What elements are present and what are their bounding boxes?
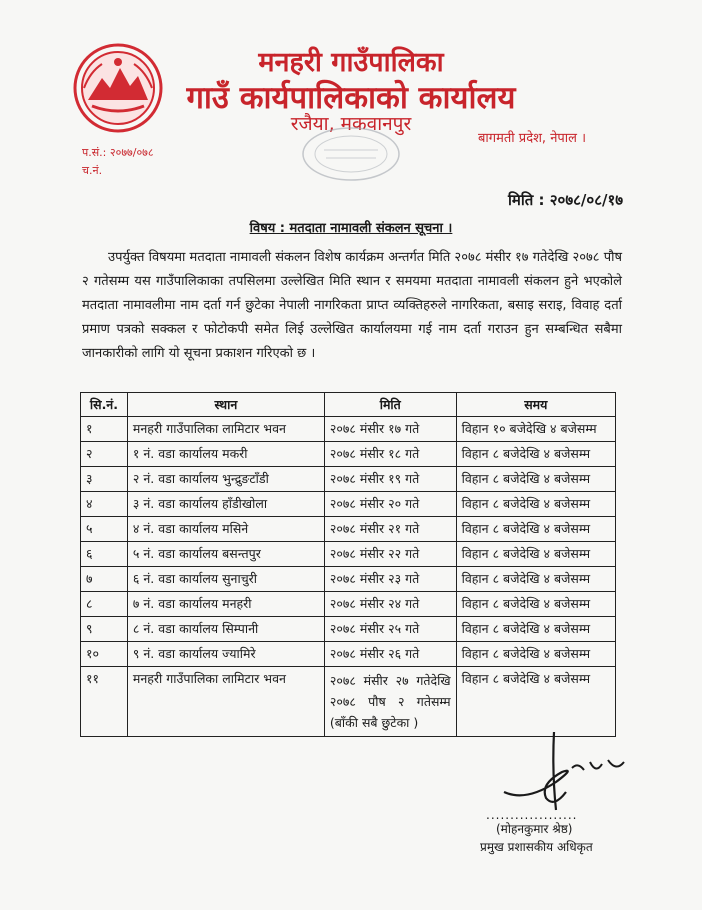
notice-body: उपर्युक्त विषयमा मतदाता नामावली संकलन विशेष कार्यक्रम अन्तर्गत मिति २०७८ मंसीर १७ गतेदेखि २०७८ पौष २ गतेसम्म यस गाउँपालिकाका तपसिलमा उल्लेखित मिति स्थान र समयमा मतदाता नामावली संकलन हुने भएकोले मतदाता नामावलीमा नाम दर्ता गर्न छुटेका नेपाली नागरिकता प्राप्त व्यक्तिहरुले नागरिकता, बसाइ सराइ, विवाह दर्ता प्रमाण पत्रको सक्कल र फोटोकपी समेत लिई उल्लेखित कार्यालयमा गई नाम दर्ता गराउन हुन सम्बन्धित सबैमा जानकारीको लागि यो सूचना प्रकाशन गरिएको छ । (82, 250, 622, 361)
cell-serial: ३ (81, 467, 128, 492)
signer-title: प्रमुख प्रशासकीय अधिकृत (480, 840, 593, 854)
cell-time: विहान ८ बजेदेखि ४ बजेसम्म (456, 442, 615, 467)
cell-serial: ११ (81, 667, 128, 737)
table-row (81, 417, 616, 442)
subject-text: विषय : मतदाता नामावली संकलन सूचना । (249, 221, 453, 236)
cell-time: विहान ८ बजेदेखि ४ बजेसम्म (456, 517, 615, 542)
cell-date: २०७८ मंसीर २३ गते (324, 567, 456, 592)
cell-place: ३ नं. वडा कार्यालय हाँडीखोला (127, 492, 324, 517)
office-stamp (296, 122, 406, 186)
cell-time: विहान ८ बजेदेखि ४ बजेसम्म (456, 567, 615, 592)
cell-time: विहान ८ बजेदेखि ४ बजेसम्म (456, 642, 615, 667)
header-time: समय (456, 393, 615, 417)
subject-line (0, 218, 702, 236)
cell-date: २०७८ मंसीर २४ गते (324, 592, 456, 617)
cell-place: मनहरी गाउँपालिका लामिटार भवन (127, 667, 324, 737)
office-location: रजैया, मकवानपुर (290, 113, 412, 135)
office-title: गाउँ कार्यपालिकाको कार्यालय (186, 80, 516, 116)
cell-place: ४ नं. वडा कार्यालय मसिने (127, 517, 324, 542)
cell-date: २०७८ मंसीर १८ गते (324, 442, 456, 467)
notice-date: मिति : २०७८/०८/१७ (508, 191, 624, 209)
cell-serial: १० (81, 642, 128, 667)
cell-serial: ५ (81, 517, 128, 542)
cell-serial: ७ (81, 567, 128, 592)
cell-serial: ४ (81, 492, 128, 517)
header-place: स्थान (127, 393, 324, 417)
signer-name: (मोहनकुमार श्रेष्ठ) (496, 822, 573, 836)
cell-date: २०७८ मंसीर २१ गते (324, 517, 456, 542)
cell-place: ९ नं. वडा कार्यालय ज्यामिरे (127, 642, 324, 667)
table-row (81, 442, 616, 467)
table-row (81, 617, 616, 642)
cell-date: २०७८ मंसीर २२ गते (324, 542, 456, 567)
header-serial: सि.नं. (81, 393, 128, 417)
cell-time: विहान १० बजेदेखि ४ बजेसम्म (456, 417, 615, 442)
reference-block (82, 144, 154, 180)
schedule-table (80, 392, 616, 737)
cell-serial: १ (81, 417, 128, 442)
cell-date: २०७८ मंसीर २५ गते (324, 617, 456, 642)
cell-place: मनहरी गाउँपालिका लामिटार भवन (127, 417, 324, 442)
cell-time: विहान ८ बजेदेखि ४ बजेसम्म (456, 467, 615, 492)
cell-date: २०७८ मंसीर २७ गतेदेखि २०७८ पौष २ गतेसम्म (बाँकी सबै छुटेका ) (324, 667, 456, 737)
cell-serial: २ (81, 442, 128, 467)
province-label: बागमती प्रदेश, नेपाल । (478, 131, 587, 146)
reference-number: प.सं.: २०७७/०७८ (82, 146, 154, 159)
cell-place: ८ नं. वडा कार्यालय सिम्पानी (127, 617, 324, 642)
table-header-row (81, 393, 616, 417)
table-row (81, 467, 616, 492)
cell-time: विहान ८ बजेदेखि ४ बजेसम्म (456, 592, 615, 617)
cell-time: विहान ८ बजेदेखि ४ बजेसम्म (456, 667, 615, 737)
cell-serial: ८ (81, 592, 128, 617)
cell-place: ५ नं. वडा कार्यालय बसन्तपुर (127, 542, 324, 567)
cell-place: ६ नं. वडा कार्यालय सुनाचुरी (127, 567, 324, 592)
signature-mark (496, 712, 636, 816)
cell-date: २०७८ मंसीर २० गते (324, 492, 456, 517)
cell-serial: ६ (81, 542, 128, 567)
cell-time: विहान ८ बजेदेखि ४ बजेसम्म (456, 617, 615, 642)
cell-date: २०७८ मंसीर १७ गते (324, 417, 456, 442)
header-date: मिति (324, 393, 456, 417)
dispatch-number: च.नं. (82, 164, 103, 177)
cell-place: ७ नं. वडा कार्यालय मनहरी (127, 592, 324, 617)
cell-serial: ९ (81, 617, 128, 642)
table-row (81, 517, 616, 542)
table-row (81, 567, 616, 592)
cell-date: २०७८ मंसीर २६ गते (324, 642, 456, 667)
table-row (81, 642, 616, 667)
municipality-name: मनहरी गाउँपालिका (258, 47, 444, 78)
table-row (81, 492, 616, 517)
table-row (81, 542, 616, 567)
cell-time: विहान ८ बजेदेखि ४ बजेसम्म (456, 492, 615, 517)
cell-place: १ नं. वडा कार्यालय मकरी (127, 442, 324, 467)
cell-date: २०७८ मंसीर १९ गते (324, 467, 456, 492)
table-row (81, 592, 616, 617)
signature-line: ................... (486, 808, 578, 822)
cell-place: २ नं. वडा कार्यालय भुन्द्रुङटाँडी (127, 467, 324, 492)
cell-time: विहान ८ बजेदेखि ४ बजेसम्म (456, 542, 615, 567)
